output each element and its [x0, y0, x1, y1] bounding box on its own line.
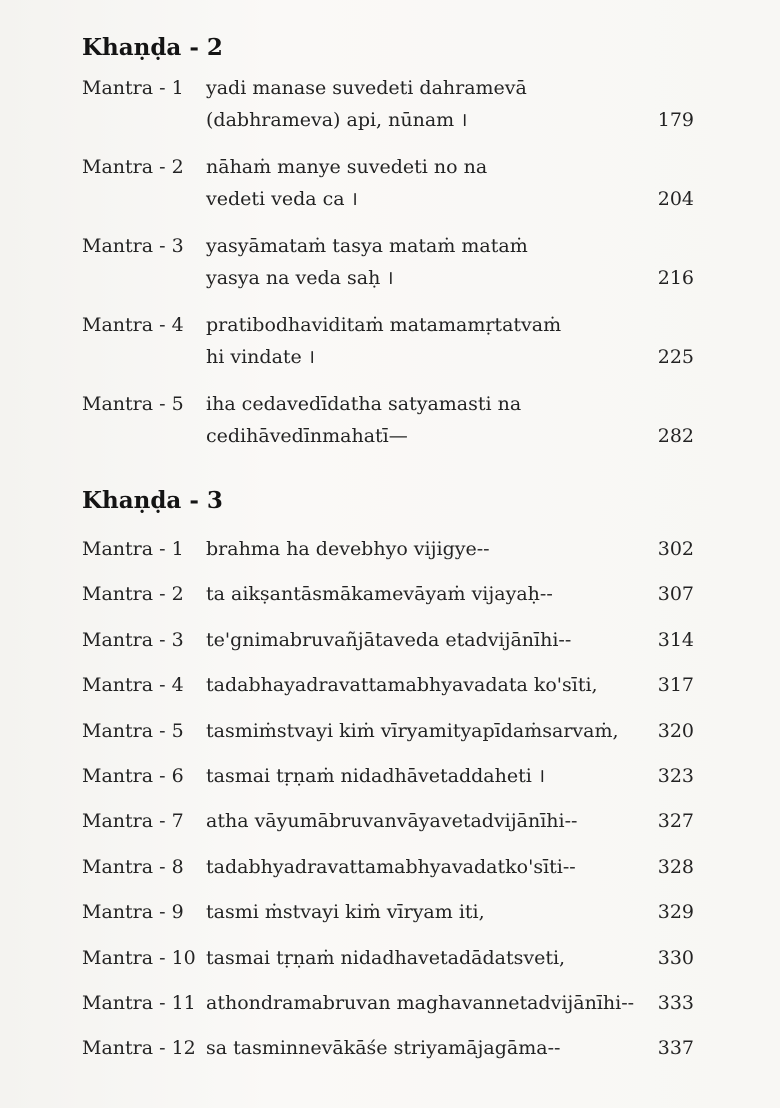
toc-entry — [82, 151, 702, 215]
mantra-label: Mantra - 5 — [82, 719, 184, 742]
page-number: 327 — [657, 810, 694, 833]
toc-entry — [82, 533, 702, 578]
mantra-text-line: hi vindate । — [206, 346, 316, 368]
mantra-label: Mantra - 10 — [82, 946, 196, 969]
toc-entry — [82, 624, 702, 669]
mantra-text — [206, 151, 642, 215]
mantra-label: Mantra - 3 — [82, 628, 184, 651]
toc-entry — [82, 669, 702, 714]
toc-entry — [82, 760, 702, 805]
page-number: 329 — [657, 901, 694, 924]
mantra-text-line: yasya na veda saḥ । — [206, 267, 394, 289]
page-number: 330 — [657, 946, 694, 969]
entry-list — [82, 533, 702, 1078]
toc-entry — [82, 309, 702, 373]
mantra-text — [206, 533, 654, 565]
mantra-text — [206, 851, 654, 883]
mantra-text — [206, 942, 654, 974]
page-number: 216 — [657, 267, 694, 289]
mantra-text — [206, 669, 654, 701]
mantra-text-line: tasmi ṁstvayi kiṁ vīryam iti, — [206, 901, 485, 924]
toc-entry — [82, 230, 702, 294]
page-number: 323 — [657, 764, 694, 787]
mantra-label: Mantra - 9 — [82, 901, 184, 924]
mantra-text-line: tasmai tṛṇaṁ nidadhavetadādatsveti, — [206, 946, 566, 969]
toc-entry — [82, 851, 702, 896]
mantra-text — [206, 388, 642, 452]
mantra-text-line: sa tasminnevākāśe striyamājagāma-- — [206, 1037, 561, 1060]
mantra-label: Mantra - 4 — [82, 314, 184, 336]
page-number: 307 — [657, 583, 694, 606]
page-number: 302 — [657, 538, 694, 560]
page-number: 282 — [657, 425, 694, 447]
mantra-text-line: tasmiṁstvayi kiṁ vīryamityapīdaṁsarvaṁ, — [206, 719, 619, 742]
mantra-text-line: tadabhayadravattamabhyavadata ko'sīti, — [206, 674, 598, 697]
mantra-text — [206, 760, 654, 792]
toc-entry — [82, 987, 702, 1032]
mantra-text-line: cedihāvedīnmahatī— — [206, 425, 408, 447]
mantra-text-line: athondramabruvan maghavannetadvijānīhi-- — [206, 991, 635, 1014]
page-number: 179 — [657, 109, 694, 131]
mantra-label: Mantra - 4 — [82, 674, 184, 697]
page-number: 314 — [657, 628, 694, 651]
mantra-text-line: (dabhrameva) api, nūnam । — [206, 109, 468, 131]
mantra-label: Mantra - 3 — [82, 235, 184, 257]
mantra-text-line: iha cedavedīdatha satyamasti na — [206, 393, 522, 415]
mantra-text — [206, 624, 654, 656]
mantra-label: Mantra - 7 — [82, 810, 184, 833]
section-title: Khaṇḍa - 3 — [82, 487, 223, 514]
mantra-label: Mantra - 1 — [82, 77, 184, 99]
page-number: 333 — [657, 991, 694, 1014]
mantra-text — [206, 72, 642, 136]
mantra-text — [206, 230, 642, 294]
section-khanda-2 — [82, 30, 702, 467]
mantra-text — [206, 309, 642, 373]
page-number: 317 — [657, 674, 694, 697]
mantra-text-line: yasyāmataṁ tasya mataṁ mataṁ — [206, 235, 528, 257]
mantra-text — [206, 1032, 654, 1064]
mantra-text-line: brahma ha devebhyo vijigye-- — [206, 538, 490, 560]
mantra-label: Mantra - 2 — [82, 156, 184, 178]
mantra-text — [206, 987, 654, 1019]
mantra-text-line: ta aikṣantāsmākamevāyaṁ vijayaḥ-- — [206, 583, 553, 606]
page-number: 337 — [657, 1037, 694, 1060]
mantra-label: Mantra - 12 — [82, 1037, 196, 1060]
page-number: 328 — [657, 855, 694, 878]
page-number: 320 — [657, 719, 694, 742]
mantra-text-line: yadi manase suvedeti dahramevā — [206, 77, 527, 99]
mantra-label: Mantra - 5 — [82, 393, 184, 415]
mantra-label: Mantra - 11 — [82, 991, 196, 1014]
page-number: 225 — [657, 346, 694, 368]
toc-entry — [82, 942, 702, 987]
toc-entry — [82, 578, 702, 623]
mantra-text — [206, 896, 654, 928]
toc-entry — [82, 72, 702, 136]
toc-entry — [82, 388, 702, 452]
mantra-label: Mantra - 1 — [82, 538, 184, 560]
page-number: 204 — [657, 188, 694, 210]
section-title: Khaṇḍa - 2 — [82, 34, 223, 61]
mantra-text-line: atha vāyumābruvanvāyavetadvijānīhi-- — [206, 810, 578, 833]
toc-entry — [82, 1032, 702, 1077]
mantra-text-line: tasmai tṛṇaṁ nidadhāvetaddaheti । — [206, 764, 546, 787]
mantra-label: Mantra - 6 — [82, 764, 184, 787]
mantra-text-line: pratibodhaviditaṁ matamamṛtatvaṁ — [206, 314, 562, 336]
section-khanda-3 — [82, 483, 702, 1078]
mantra-text-line: nāhaṁ manye suvedeti no na — [206, 156, 488, 178]
mantra-text-line: vedeti veda ca । — [206, 188, 358, 210]
toc-entry — [82, 805, 702, 850]
toc-entry — [82, 715, 702, 760]
mantra-label: Mantra - 8 — [82, 855, 184, 878]
mantra-text — [206, 805, 654, 837]
entry-list — [82, 72, 702, 452]
mantra-text — [206, 578, 654, 610]
mantra-text-line: te'gnimabruvañjātaveda etadvijānīhi-- — [206, 628, 572, 651]
toc-entry — [82, 896, 702, 941]
mantra-text — [206, 715, 654, 747]
mantra-label: Mantra - 2 — [82, 583, 184, 606]
mantra-text-line: tadabhyadravattamabhyavadatko'sīti-- — [206, 855, 576, 878]
